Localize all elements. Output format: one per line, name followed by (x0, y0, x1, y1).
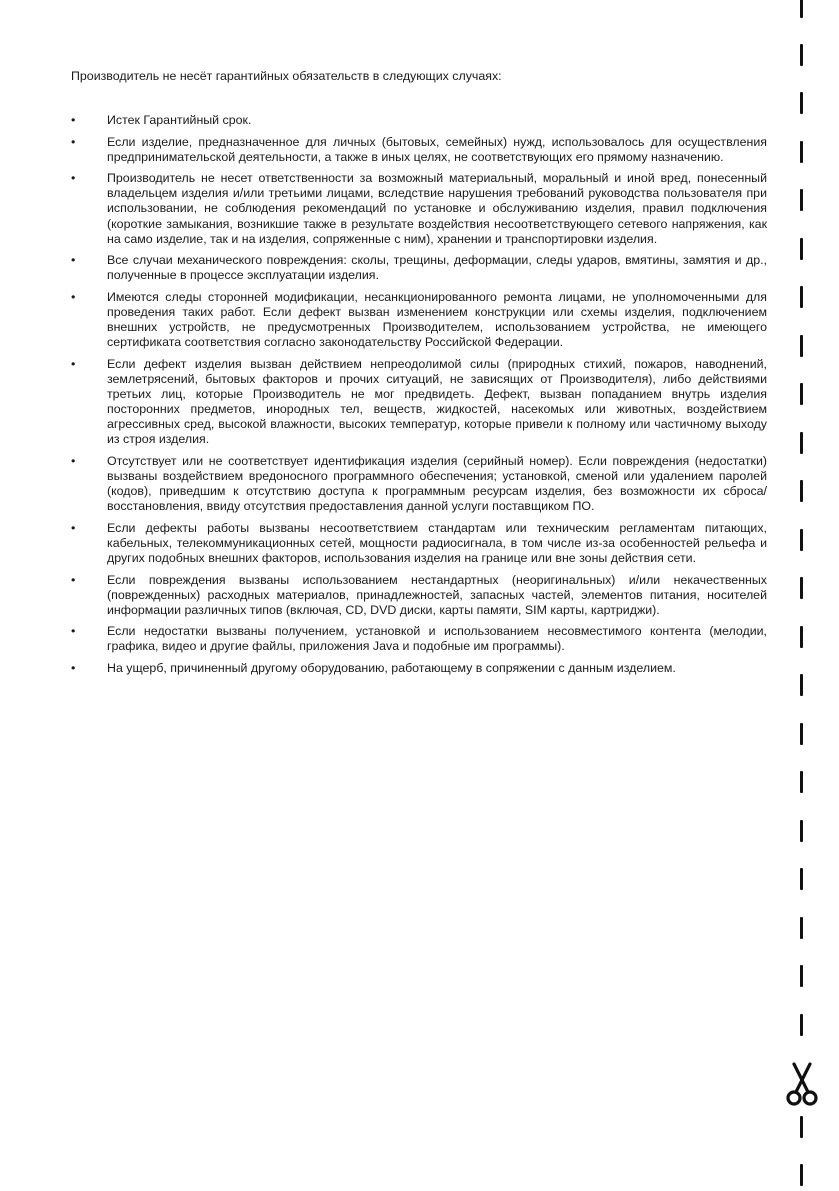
list-item-text: Имеются следы сторонней модификации, несанкционированного ремонта лицами, не уполномоченными для проведения таких работ. Если дефект вызван изменением конструкции или схемы изделия, подключением внешних устройств, не предусмотренных Производителем, использованием устройства, не имеющего сертификата соответствия согласно законодательству Российской Федерации. (107, 289, 767, 350)
bullet-icon: • (71, 453, 76, 468)
bullet-icon: • (71, 624, 76, 639)
cut-line-dash (800, 189, 803, 211)
list-item (71, 357, 767, 448)
cut-line-dash (800, 577, 803, 599)
list-item-text: Если дефекты работы вызваны несоответствием стандартам или техническим регламентам питающих, кабельных, телекоммуникационных сетей, мощности радиосигнала, в том числе из-за особенностей рельефа и других подобных внешних факторов, использования изделия на границе или вне зоны действия сети. (107, 520, 767, 565)
bullet-icon: • (71, 356, 76, 371)
scissors-icon (785, 1062, 819, 1108)
cut-line-dash (800, 674, 803, 696)
cut-line-dash (800, 723, 803, 745)
cut-line-dash (800, 771, 803, 793)
list-item-text: Если повреждения вызваны использованием нестандартных (неоригинальных) и/или некачественных (поврежденных) расходных материалов, принадлежностей, запасных частей, элементов питания, носителей информации различных типов (включая, CD, DVD диски, карты памяти, SIM карты, картриджи). (107, 572, 767, 617)
list-item (71, 135, 767, 165)
bullet-icon: • (71, 113, 76, 127)
cut-line-dash (800, 480, 803, 502)
list-item-text: Отсутствует или не соответствует идентификация изделия (серийный номер). Если повреждения (недостатки) вызваны воздействием вредоносного программного обеспечения; установкой, сменой или удалением паролей (кодов), приведшим к отсутствию доступа к программным ресурсам изделия, без возможности их сброса/восстановления, ввиду отсутствия предоставления данной услуги поставщиком ПО. (107, 453, 767, 514)
cut-line-dash (800, 383, 803, 405)
cut-line-dash (800, 335, 803, 357)
list-item-text: Все случаи механического повреждения: сколы, трещины, деформации, следы ударов, вмятины, замятия и др., полученные в процессе эксплуатации изделия. (107, 253, 767, 283)
cut-line-dash (800, 626, 803, 648)
bullet-icon: • (71, 572, 76, 587)
list-item (71, 454, 767, 514)
list-item (71, 171, 767, 246)
cut-line-dash (800, 965, 803, 987)
list-item-text: Если изделие, предназначенное для личных (бытовых, семейных) нужд, использовалось для осуществления предпринимательской деятельности, а также в иных целях, не соответствующих его прямому назначению. (107, 134, 767, 164)
cut-line-dash (800, 92, 803, 114)
bullet-icon: • (71, 289, 76, 304)
list-item (71, 573, 767, 618)
list-item-text: На ущерб, причиненный другому оборудованию, работающему в сопряжении с данным изделием. (107, 661, 676, 675)
cut-line-dash (800, 44, 803, 66)
cut-line-dash (800, 0, 803, 18)
cut-line-dash (800, 529, 803, 551)
list-item (71, 624, 767, 654)
bullet-icon: • (71, 134, 76, 149)
exclusion-list (71, 113, 767, 676)
cut-line-dash (800, 868, 803, 890)
cut-line-dash (800, 1014, 803, 1036)
cut-line-dash (800, 820, 803, 842)
warranty-exclusions-section (71, 68, 767, 683)
list-item-text: Если недостатки вызваны получением, установкой и использованием несовместимого контента (мелодии, графика, видео и другие файлы, приложения Java и подобные им программы). (107, 624, 767, 654)
bullet-icon: • (71, 253, 76, 268)
cut-line-dash (800, 1116, 803, 1138)
cut-line-dash (800, 141, 803, 163)
list-item (71, 661, 767, 676)
list-item-text: Если дефект изделия вызван действием непреодолимой силы (природных стихий, пожаров, наводнений, землетрясений, бытовых факторов и прочих ситуаций, не зависящих от Производителя), либо действиями третьих лиц, которые Производитель не мог предвидеть. Дефект, вызван попаданием внутрь изделия посторонних предметов, инородных тел, веществ, жидкостей, насекомых или животных, воздействием агрессивных сред, высокой влажности, высоких температур, которые привели к полному или частичному выходу из строя изделия. (107, 356, 767, 447)
list-item-text: Производитель не несет ответственности за возможный материальный, моральный и иной вред, понесенный владельцем изделия и/или третьими лицами, вследствие нарушения требований руководства пользователя при использовании, не соблюдения рекомендаций по установке и обслуживанию изделия, правил подключения (короткие замыкания, возникшие также в результате воздействия несоответствующего сетевого напряжения, как на само изделие, так и на изделия, сопряженные с ним), хранении и транспортировки изделия. (107, 171, 767, 246)
cut-line-dash (800, 238, 803, 260)
list-item (71, 290, 767, 350)
cut-line-dash (800, 1164, 803, 1186)
cut-line-dash (800, 917, 803, 939)
intro-paragraph: Производитель не несёт гарантийных обязательств в следующих случаях: (71, 69, 502, 83)
list-item-text: Истек Гарантийный срок. (107, 113, 252, 127)
list-item (71, 253, 767, 283)
bullet-icon: • (71, 520, 76, 535)
cut-line (795, 0, 809, 1191)
cut-line-dash (800, 286, 803, 308)
bullet-icon: • (71, 171, 76, 186)
bullet-icon: • (71, 661, 76, 675)
list-item (71, 113, 767, 128)
cut-line-dash (800, 432, 803, 454)
list-item (71, 521, 767, 566)
